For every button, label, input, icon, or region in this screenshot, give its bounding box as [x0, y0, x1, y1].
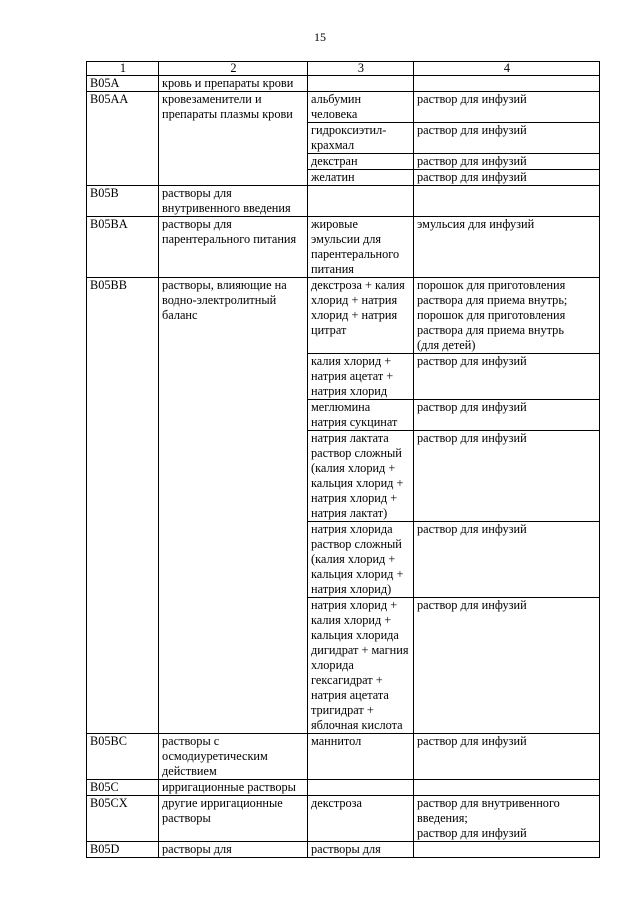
dosage-form-cell: раствор для инфузий [414, 400, 600, 431]
substance-cell: маннитол [308, 734, 414, 780]
substance-cell: меглюмина натрия сукцинат [308, 400, 414, 431]
table-row [87, 734, 600, 780]
table-row [87, 92, 600, 123]
substance-cell [308, 780, 414, 796]
substance-cell: декстран [308, 154, 414, 170]
page-number: 15 [314, 30, 326, 44]
atc-code-cell: B05A [87, 76, 159, 92]
atc-code-cell: B05D [87, 842, 159, 858]
atc-code-cell: B05BA [87, 217, 159, 278]
dosage-form-cell: раствор для инфузий [414, 123, 600, 154]
column-header: 1 [87, 62, 159, 76]
atc-code-cell: B05B [87, 186, 159, 217]
table-row [87, 780, 600, 796]
dosage-form-cell [414, 186, 600, 217]
atc-code-cell: B05AA [87, 92, 159, 186]
substance-cell: калия хлорид + натрия ацетат + натрия хлорид [308, 354, 414, 400]
substance-cell: декстроза [308, 796, 414, 842]
dosage-form-cell: раствор для инфузий [414, 92, 600, 123]
dosage-form-cell: раствор для инфузий [414, 734, 600, 780]
substance-cell: альбумин человека [308, 92, 414, 123]
dosage-form-cell: раствор для инфузий [414, 431, 600, 522]
dosage-form-cell: раствор для инфузий [414, 170, 600, 186]
dosage-form-cell: раствор для внутривенного введения; раствор для инфузий [414, 796, 600, 842]
column-header: 3 [308, 62, 414, 76]
dosage-form-cell [414, 780, 600, 796]
substance-cell: гидроксиэтил- крахмал [308, 123, 414, 154]
column-header: 4 [414, 62, 600, 76]
drug-classification-table [86, 61, 600, 858]
substance-cell: натрия хлорид + калия хлорид + кальция хлорида дигидрат + магния хлорида гексагидрат + натрия ацетата тригидрат + яблочная кислота [308, 598, 414, 734]
group-name-cell: ирригационные растворы [159, 780, 308, 796]
table-row [87, 796, 600, 842]
atc-code-cell: B05C [87, 780, 159, 796]
group-name-cell: растворы для [159, 842, 308, 858]
column-header: 2 [159, 62, 308, 76]
substance-cell [308, 186, 414, 217]
dosage-form-cell: эмульсия для инфузий [414, 217, 600, 278]
table-row [87, 217, 600, 278]
substance-cell: натрия хлорида раствор сложный (калия хлорид + кальция хлорид + натрия хлорид) [308, 522, 414, 598]
table-row [87, 76, 600, 92]
substance-cell: натрия лактата раствор сложный (калия хлорид + кальция хлорид + натрия хлорид + натрия лактат) [308, 431, 414, 522]
substance-cell [308, 76, 414, 92]
dosage-form-cell [414, 842, 600, 858]
group-name-cell: растворы для парентерального питания [159, 217, 308, 278]
table-header-row [87, 62, 600, 76]
dosage-form-cell: раствор для инфузий [414, 154, 600, 170]
group-name-cell: растворы с осмодиуретическим действием [159, 734, 308, 780]
dosage-form-cell [414, 76, 600, 92]
group-name-cell: растворы, влияющие на водно-электролитный баланс [159, 278, 308, 734]
substance-cell: декстроза + калия хлорид + натрия хлорид + натрия цитрат [308, 278, 414, 354]
dosage-form-cell: раствор для инфузий [414, 354, 600, 400]
substance-cell: желатин [308, 170, 414, 186]
substance-cell: жировые эмульсии для парентерального питания [308, 217, 414, 278]
dosage-form-cell: раствор для инфузий [414, 522, 600, 598]
group-name-cell: кровь и препараты крови [159, 76, 308, 92]
atc-code-cell: B05CX [87, 796, 159, 842]
table-row [87, 186, 600, 217]
group-name-cell: кровезаменители и препараты плазмы крови [159, 92, 308, 186]
dosage-form-cell: порошок для приготовления раствора для приема внутрь; порошок для приготовления раствора для приема внутрь (для детей) [414, 278, 600, 354]
group-name-cell: растворы для внутривенного введения [159, 186, 308, 217]
atc-code-cell: B05BC [87, 734, 159, 780]
substance-cell: растворы для [308, 842, 414, 858]
table-row [87, 278, 600, 354]
group-name-cell: другие ирригационные растворы [159, 796, 308, 842]
dosage-form-cell: раствор для инфузий [414, 598, 600, 734]
atc-code-cell: B05BB [87, 278, 159, 734]
table-row [87, 842, 600, 858]
